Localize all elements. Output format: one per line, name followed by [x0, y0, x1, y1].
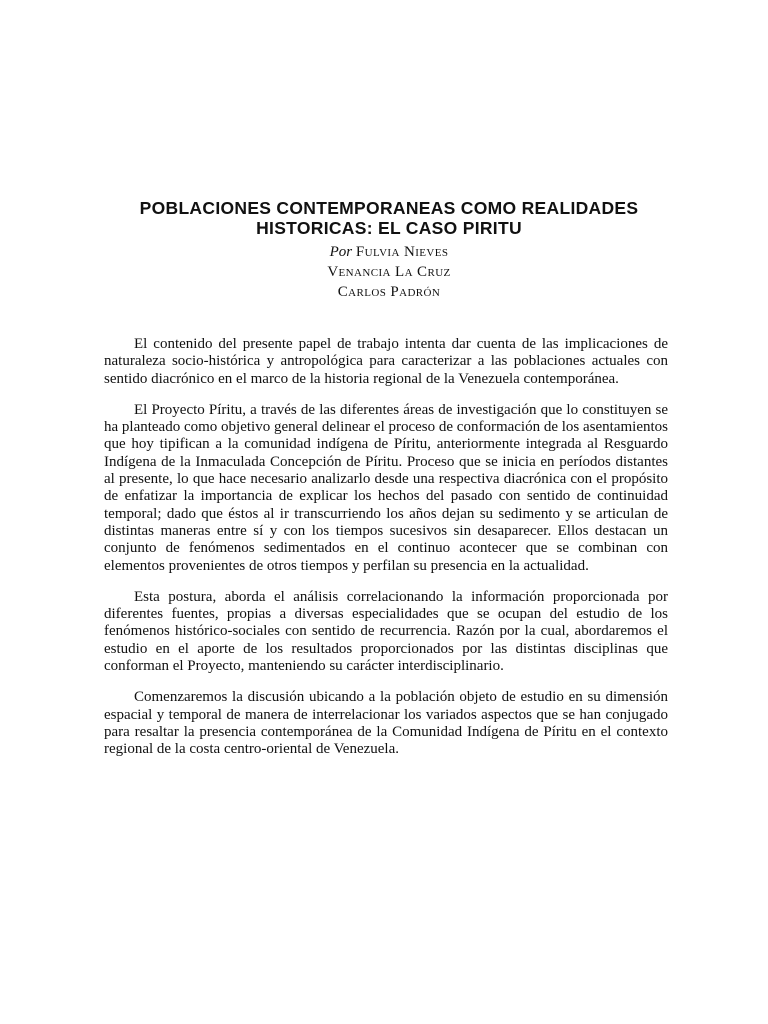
- title-line-2: HISTORICAS: EL CASO PIRITU: [256, 217, 522, 238]
- author-name: Venancia La Cruz: [327, 264, 451, 280]
- body-paragraph: El contenido del presente papel de trabajo intenta dar cuenta de las implicaciones de naturaleza socio-histórica y antropológica para caracterizar a las poblaciones actuales con sentido diacrónico en el marco de la historia regional de la Venezuela contemporánea.: [104, 336, 668, 387]
- body-paragraph: El Proyecto Píritu, a través de las diferentes áreas de investigación que lo constituyen se ha planteado como objetivo general delinear el proceso de conformación de los asentamientos que hoy tipifican a la comunidad indígena de Píritu, anteriormente integrada al Resguardo Indígena de la Inmaculada Concepción de Píritu. Proceso que se inicia en períodos distantes al presente, lo que hace necesario analizarlo desde una respectiva diacrónica con el propósito de enfatizar la importancia de explicar los hechos del pasado con sentido de continuidad temporal; dado que éstos al ir transcurriendo los años dejan su sedimento y se articulan de distintas maneras entre sí y con los tiempos sucesivos sin desaparecer. Ellos destacan un conjunto de fenómenos sedimentados en el continuo acontecer que se combinan con elementos provenientes de otros tiempos y perfilan su presencia en la actualidad.: [104, 401, 668, 574]
- body-paragraph: Esta postura, aborda el análisis correlacionando la información proporcionada por diferentes fuentes, propias a diversas especialidades que se ocupan del estudio de los fenómenos histórico-sociales con sentido de recurrencia. Razón por la cual, abordaremos el estudio en el aporte de los resultados proporcionados por las distintas disciplinas que conforman el Proyecto, manteniendo su carácter interdisciplinario.: [104, 588, 668, 675]
- author-name: Fulvia Nieves: [355, 244, 449, 260]
- author-name: Carlos Padrón: [337, 284, 441, 300]
- body-paragraph: Comenzaremos la discusión ubicando a la población objeto de estudio en su dimensión espacial y temporal de manera de interrelacionar los variados aspectos que se han conjugado para resaltar la presencia contemporánea de la Comunidad Indígena de Píritu en el contexto regional de la costa centro-oriental de Venezuela.: [104, 689, 668, 758]
- author-byline: [200, 242, 578, 302]
- byline-prefix: Por: [329, 244, 353, 260]
- author-line-1: [200, 242, 578, 262]
- article-body: [104, 336, 668, 759]
- article-title: [104, 198, 674, 238]
- title-line-1: POBLACIONES CONTEMPORANEAS COMO REALIDADES: [139, 197, 639, 218]
